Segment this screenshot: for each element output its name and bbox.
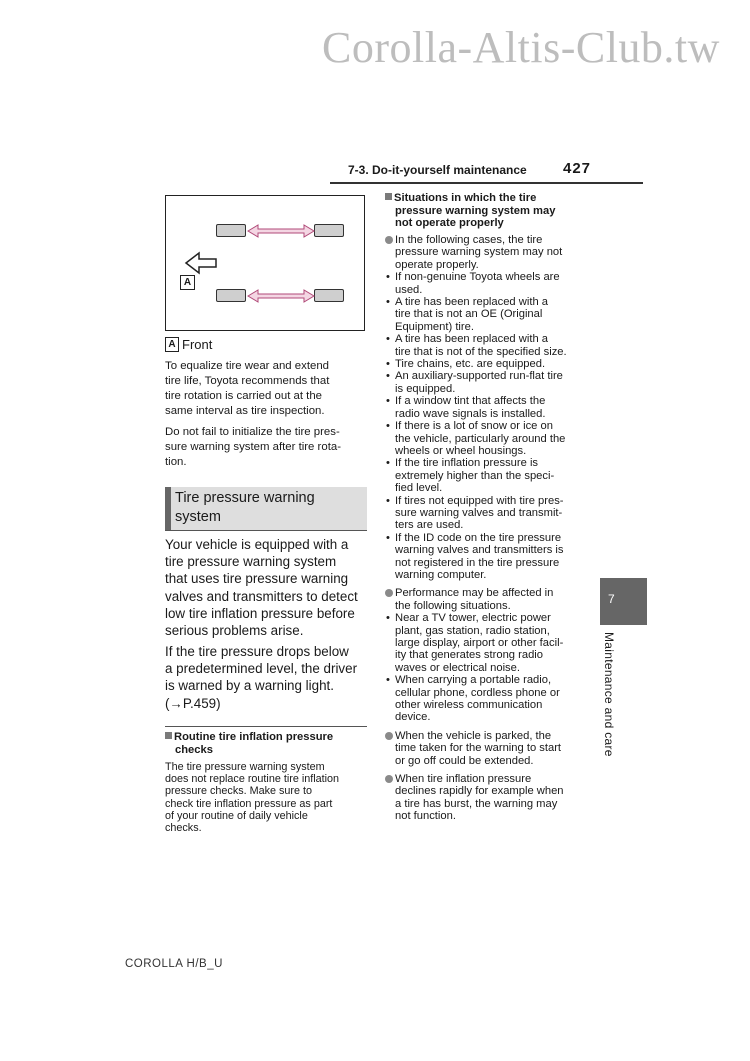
- front-direction-arrow-icon: [186, 253, 216, 273]
- situations-list: [385, 234, 590, 823]
- list-item: • Near a TV tower, electric power plant, gas station, radio station, large display, airport or other facil- ity that generates strong radio waves or electrical noise.: [385, 612, 590, 674]
- legend-key: A: [165, 337, 179, 352]
- subsection-rule: [165, 726, 367, 727]
- warning-light-paragraph: If the tire pressure drops below a predetermined level, the driver is warned by a warning light. (→P.459): [165, 644, 358, 711]
- square-bullet-icon: [165, 732, 172, 739]
- diagram-label-a: A: [180, 275, 195, 290]
- watermark: Corolla-Altis-Club.tw: [322, 23, 720, 72]
- routine-checks-heading: Routine tire inflation pressure checks: [165, 731, 370, 756]
- list-item: • When carrying a portable radio, cellular phone, cordless phone or other wireless communication device.: [385, 674, 590, 724]
- legend-text: Front: [182, 337, 213, 352]
- chapter-number: 7: [608, 592, 615, 606]
- list-item: • If a window tint that affects the radio wave signals is installed.: [385, 395, 590, 420]
- chapter-tab: [600, 578, 647, 625]
- list-item: When tire inflation pressure declines rapidly for example when a tire has burst, the warning may not function.: [385, 773, 590, 823]
- list-item: • A tire has been replaced with a tire that is not of the specified size.: [385, 333, 590, 358]
- list-item: • An auxiliary-supported run-flat tire is equipped.: [385, 370, 590, 395]
- list-item: • If tires not equipped with tire pres- sure warning valves and transmit- ters are used.: [385, 495, 590, 532]
- tire-rotation-diagram: [165, 195, 365, 331]
- footer-model: COROLLA H/B_U: [125, 958, 223, 970]
- section-header: 7-3. Do-it-yourself maintenance: [348, 163, 527, 177]
- diagram-legend: [165, 337, 212, 352]
- header-rule: [330, 182, 643, 184]
- square-bullet-icon: [385, 193, 392, 200]
- list-item: • A tire has been replaced with a tire that is not an OE (Original Equipment) tire.: [385, 296, 590, 333]
- list-item: • If the tire inflation pressure is extremely higher than the speci- fied level.: [385, 457, 590, 494]
- rotation-arrows: [166, 196, 366, 332]
- list-item: • If non-genuine Toyota wheels are used.: [385, 271, 590, 296]
- rear-swap-arrow-icon: [248, 290, 314, 302]
- section-title: Tire pressure warning system: [165, 487, 367, 531]
- rotation-paragraph: To equalize tire wear and extend tire life, Toyota recommends that tire rotation is carried out at the same interval as tire inspection.: [165, 360, 330, 417]
- situations-heading: Situations in which the tire pressure warning system may not operate properly: [385, 192, 590, 230]
- initialize-paragraph: Do not fail to initialize the tire pres- sure warning system after tire rota- tion.: [165, 426, 341, 468]
- list-item: • Tire chains, etc. are equipped.: [385, 358, 590, 370]
- list-item: When the vehicle is parked, the time taken for the warning to start or go off could be extended.: [385, 730, 590, 767]
- front-swap-arrow-icon: [248, 225, 314, 237]
- list-item: In the following cases, the tire pressure warning system may not operate properly.: [385, 234, 590, 271]
- title-rule: [165, 530, 367, 531]
- chapter-label: Maintenance and care: [602, 632, 616, 757]
- routine-checks-paragraph: The tire pressure warning system does not replace routine tire inflation pressure checks. Make sure to check tire inflation pressure as part of your routine of daily vehicle checks.: [165, 761, 340, 835]
- page-number: 427: [563, 160, 592, 177]
- system-description: Your vehicle is equipped with a tire pressure warning system that uses tire pressure warning valves and transmitters to detect low tire inflation pressure before serious problems arise.: [165, 537, 358, 639]
- list-item: • If there is a lot of snow or ice on the vehicle, particularly around the wheels or wheel housings.: [385, 420, 590, 457]
- list-item: Performance may be affected in the following situations.: [385, 587, 590, 612]
- list-item: • If the ID code on the tire pressure warning valves and transmitters is not registered in the tire pressure warning computer.: [385, 532, 590, 582]
